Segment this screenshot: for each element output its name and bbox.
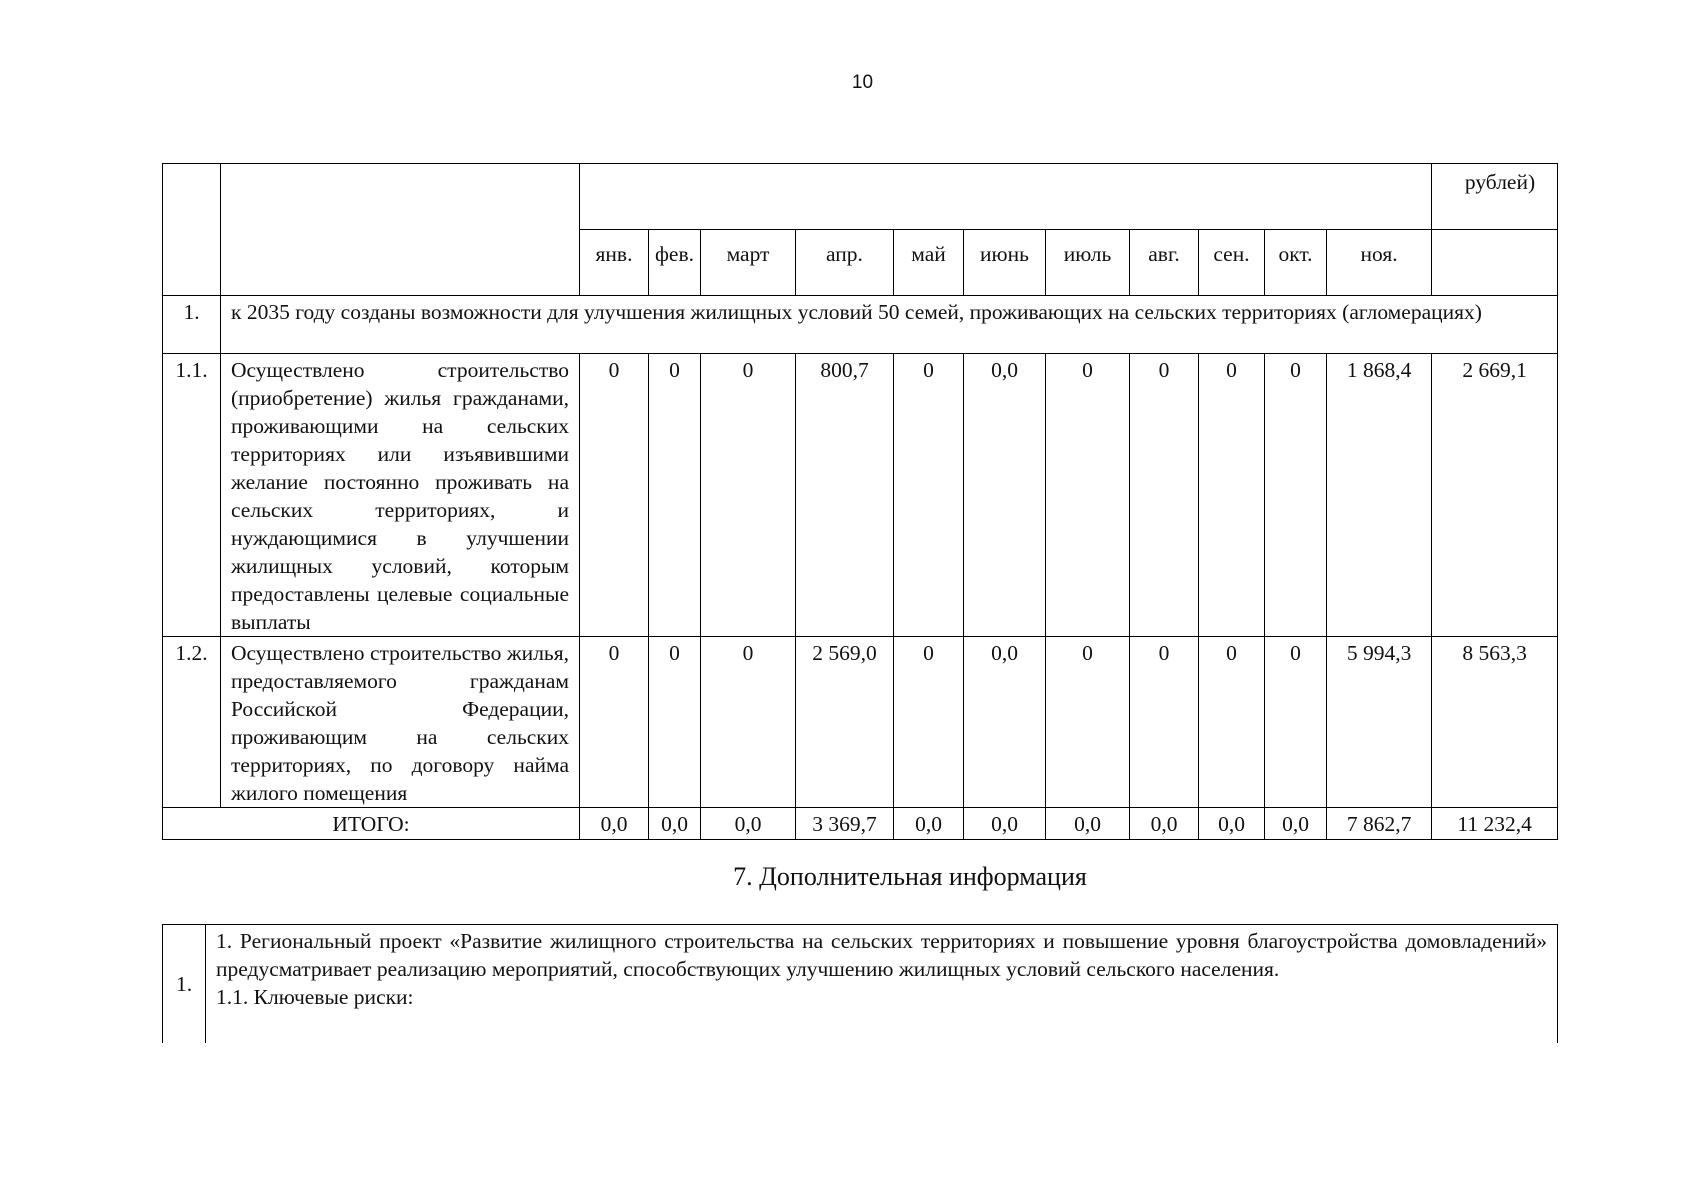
budget-table — [162, 163, 1558, 840]
header-months-span-cell — [580, 164, 1432, 230]
value-cell: 5 994,3 — [1327, 637, 1432, 808]
month-header: авг. — [1130, 230, 1199, 296]
value-cell: 0 — [701, 637, 796, 808]
table-row — [163, 354, 1558, 637]
value-cell: 800,7 — [796, 354, 894, 637]
header-desc-cell — [221, 164, 580, 296]
value-cell: 0 — [1265, 354, 1327, 637]
value-cell: 0 — [894, 637, 964, 808]
table-row — [163, 637, 1558, 808]
row-number: 1.1. — [163, 354, 221, 637]
value-cell: 0 — [701, 354, 796, 637]
month-header: ноя. — [1327, 230, 1432, 296]
total-value-cell: 0,0 — [1199, 808, 1265, 840]
month-header: окт. — [1265, 230, 1327, 296]
total-value-cell: 7 862,7 — [1327, 808, 1432, 840]
row-total-cell: 8 563,3 — [1432, 637, 1558, 808]
value-cell: 0 — [1130, 637, 1199, 808]
info-row — [163, 925, 1558, 1043]
section-title: 7. Дополнительная информация — [733, 862, 1087, 891]
total-value-cell: 3 369,7 — [796, 808, 894, 840]
month-header: апр. — [796, 230, 894, 296]
info-paragraph: 1. Региональный проект «Развитие жилищного строительства на сельских территориях и повышение уровня благоустройства домовладений» предусматривает реализацию мероприятий, способствующих улучшению жилищных условий сельского населения. — [216, 929, 1547, 981]
info-text-cell — [206, 925, 1558, 1043]
info-subheading: 1.1. Ключевые риски: — [216, 985, 414, 1009]
additional-info-table — [162, 924, 1558, 1043]
row-number: 1. — [163, 296, 221, 354]
value-cell: 2 569,0 — [796, 637, 894, 808]
total-value-cell: 0,0 — [649, 808, 701, 840]
total-value-cell: 0,0 — [580, 808, 649, 840]
value-cell: 0,0 — [964, 354, 1046, 637]
total-value-cell: 0,0 — [1265, 808, 1327, 840]
value-cell: 0 — [1046, 354, 1130, 637]
total-header — [1432, 230, 1558, 296]
value-cell: 0 — [649, 354, 701, 637]
info-row-number: 1. — [163, 925, 206, 1043]
value-cell: 1 868,4 — [1327, 354, 1432, 637]
goal-row — [163, 296, 1558, 354]
value-cell: 0 — [894, 354, 964, 637]
row-description: Осуществлено строительство (приобретение) жилья гражданами, проживающими на сельских территориях или изъявившими желание постоянно проживать на сельских территориях, и нуждающимися в улучшении жилищных условий, которым предоставлены целевые социальные выплаты — [221, 354, 580, 637]
value-cell: 0,0 — [964, 637, 1046, 808]
month-header: янв. — [580, 230, 649, 296]
total-label: ИТОГО: — [163, 808, 580, 840]
month-header: март — [701, 230, 796, 296]
month-header: май — [894, 230, 964, 296]
total-value-cell: 0,0 — [894, 808, 964, 840]
grand-total-cell: 11 232,4 — [1432, 808, 1558, 840]
value-cell: 0 — [580, 354, 649, 637]
value-cell: 0 — [1046, 637, 1130, 808]
value-cell: 0 — [1199, 354, 1265, 637]
header-top-row — [163, 164, 1558, 230]
month-header: сен. — [1199, 230, 1265, 296]
total-value-cell: 0,0 — [964, 808, 1046, 840]
page-number: 10 — [851, 72, 874, 93]
value-cell: 0 — [1199, 637, 1265, 808]
value-cell: 0 — [1130, 354, 1199, 637]
total-value-cell: 0,0 — [701, 808, 796, 840]
total-value-cell: 0,0 — [1046, 808, 1130, 840]
header-unit-cell: рублей) — [1432, 164, 1558, 230]
header-num-cell — [163, 164, 221, 296]
value-cell: 0 — [649, 637, 701, 808]
total-row — [163, 808, 1558, 840]
row-description: Осуществлено строительство жилья, предоставляемого гражданам Российской Федерации, проживающим на сельских территориях, по договору найма жилого помещения — [221, 637, 580, 808]
total-value-cell: 0,0 — [1130, 808, 1199, 840]
goal-text: к 2035 году созданы возможности для улучшения жилищных условий 50 семей, проживающих на сельских территориях (агломерациях) — [221, 296, 1558, 354]
value-cell: 0 — [580, 637, 649, 808]
month-header: фев. — [649, 230, 701, 296]
value-cell: 0 — [1265, 637, 1327, 808]
row-number: 1.2. — [163, 637, 221, 808]
month-header: июль — [1046, 230, 1130, 296]
month-header: июнь — [964, 230, 1046, 296]
row-total-cell: 2 669,1 — [1432, 354, 1558, 637]
